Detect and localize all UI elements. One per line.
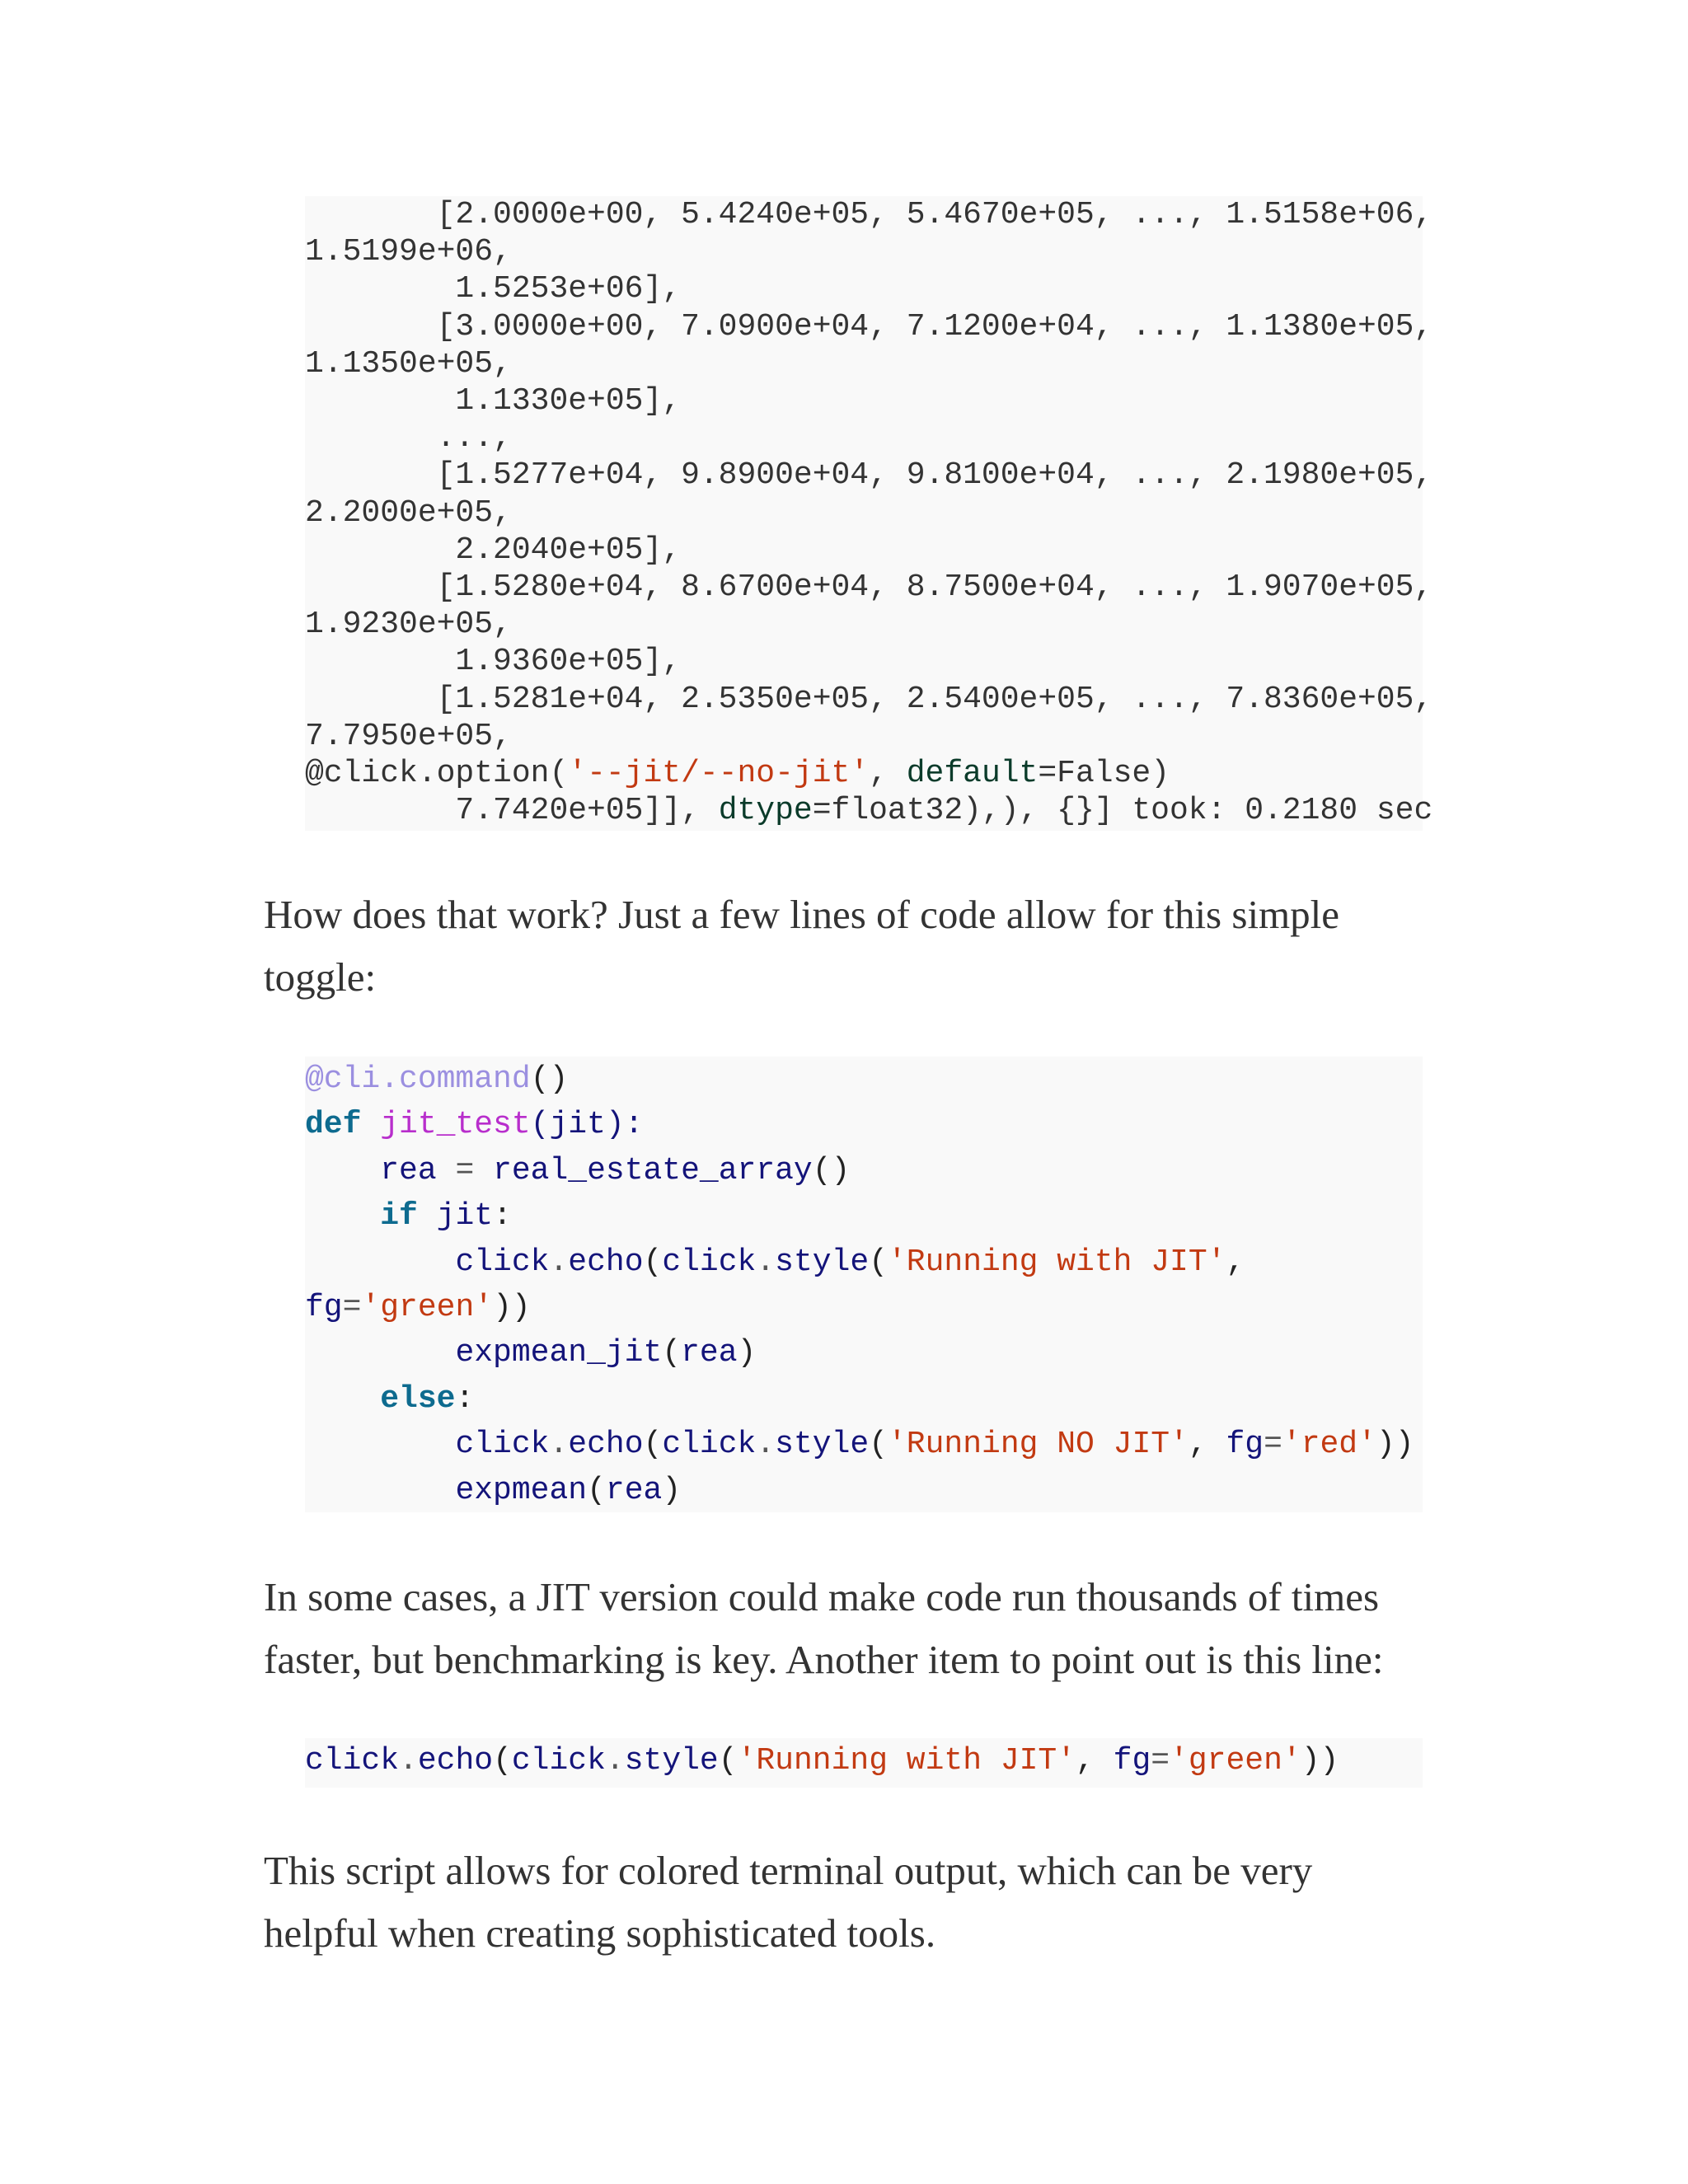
assign-op: =: [436, 1152, 494, 1188]
string-running-with-jit: 'Running with JIT': [888, 1244, 1226, 1280]
console-output-block: [305, 196, 1433, 831]
decorator-parens: (): [530, 1062, 569, 1097]
code-line-assign: [305, 1148, 1423, 1193]
option-rest: =False): [1038, 756, 1170, 792]
call-parens: (): [812, 1152, 851, 1188]
rea-variable: rea: [380, 1152, 437, 1188]
output-line: 1.1350e+05,: [305, 345, 512, 382]
string-green: 'green': [1170, 1743, 1301, 1779]
decorator: @cli.command: [305, 1062, 531, 1097]
colon: :: [493, 1198, 512, 1235]
string-green: 'green': [361, 1290, 494, 1326]
click-name: click: [455, 1244, 550, 1280]
echo-name: echo: [417, 1743, 494, 1779]
click-name: click: [662, 1427, 757, 1463]
last-line-rest: =float32),), {}] took: 0.2180 sec: [812, 793, 1433, 829]
click-name: click: [455, 1427, 550, 1463]
string-running-no-jit: 'Running NO JIT': [888, 1427, 1189, 1463]
style-name: style: [775, 1427, 870, 1463]
output-line: [3.0000e+00, 7.0900e+04, 7.1200e+04, ..., 1.1380e+05,: [305, 308, 1433, 344]
code-line-decorator: [305, 1057, 1423, 1102]
click-name: click: [305, 1743, 400, 1779]
fg-kwarg: fg: [1226, 1427, 1264, 1463]
click-name: click: [662, 1244, 757, 1280]
code-line-def: [305, 1102, 1423, 1147]
jit-name: jit: [436, 1198, 494, 1235]
code-block-jit-test: [305, 1057, 1423, 1512]
last-line-prefix: 7.7420e+05]],: [305, 793, 719, 829]
code-line-echo: click.echo(click.style('Running with JIT', fg='green')): [305, 1743, 1339, 1779]
output-line: 1.9360e+05],: [305, 644, 682, 680]
dot: .: [756, 1244, 776, 1280]
paragraph-intro: How does that work? Just a few lines of code allow for this simple toggle:: [264, 892, 1340, 1000]
echo-name: echo: [568, 1244, 644, 1280]
click-name: click: [511, 1743, 606, 1779]
code-line-if: [305, 1193, 1423, 1239]
output-line: 1.5199e+06,: [305, 234, 512, 270]
output-option-line: [305, 755, 1423, 792]
def-keyword: def: [305, 1107, 362, 1143]
dot: .: [399, 1743, 418, 1779]
string-red: 'red': [1282, 1427, 1376, 1463]
rea-arg: rea: [681, 1335, 738, 1371]
code-line-fg-green: fg='green')): [305, 1290, 531, 1326]
output-line: [1.5281e+04, 2.5350e+05, 2.5400e+05, ..., 7.8360e+05,: [305, 681, 1433, 717]
option-kwarg: default: [906, 756, 1039, 792]
option-string: '--jit/--no-jit': [568, 756, 870, 792]
eq-op: =: [1151, 1743, 1170, 1779]
option-comma: ,: [869, 756, 907, 792]
if-keyword: if: [380, 1198, 418, 1235]
output-line: [1.5277e+04, 9.8900e+04, 9.8100e+04, ..., 2.1980e+05,: [305, 457, 1433, 494]
dot: .: [605, 1743, 625, 1779]
last-line-kwarg: dtype: [718, 793, 813, 829]
function-name: jit_test: [380, 1107, 531, 1143]
option-prefix: @click.option(: [305, 756, 569, 792]
output-line: 1.5253e+06],: [305, 271, 682, 307]
output-line: [1.5280e+04, 8.6700e+04, 8.7500e+04, ..., 1.9070e+05,: [305, 569, 1433, 606]
eq-op: =: [1264, 1427, 1282, 1463]
else-keyword: else: [380, 1380, 456, 1417]
code-line-else: [305, 1376, 1423, 1422]
eq-op: =: [342, 1290, 362, 1326]
dot: .: [549, 1427, 569, 1463]
code-line-expmean: expmean(rea): [455, 1472, 682, 1508]
rea-call: real_estate_array: [493, 1152, 813, 1188]
output-line: 1.1330e+05],: [305, 383, 682, 419]
style-name: style: [624, 1743, 719, 1779]
dot: .: [549, 1244, 569, 1280]
output-line: 7.7950e+05,: [305, 718, 512, 754]
paragraph-benchmark: In some cases, a JIT version could make code run thousands of times faster, but benchmarking is key. Another item to point out is this line:: [264, 1574, 1384, 1682]
output-line: 1.9230e+05,: [305, 607, 512, 643]
code-line-echo-jit: click.echo(click.style('Running with JIT',: [455, 1244, 1245, 1280]
output-line: 2.2000e+05,: [305, 494, 512, 531]
rea-arg: rea: [605, 1472, 663, 1508]
expmean-jit-call: expmean_jit: [455, 1335, 663, 1371]
output-line: ...,: [305, 420, 512, 457]
string-running-with-jit: 'Running with JIT': [737, 1743, 1076, 1779]
fg-kwarg: fg: [1113, 1743, 1151, 1779]
echo-name: echo: [568, 1427, 644, 1463]
output-line: [2.0000e+00, 5.4240e+05, 5.4670e+05, ..., 1.5158e+06,: [305, 197, 1433, 232]
style-name: style: [775, 1244, 870, 1280]
colon: :: [455, 1380, 475, 1417]
code-block-echo-line: [305, 1738, 1423, 1788]
output-last-line: [305, 792, 1433, 829]
code-line-echo-no-jit: click.echo(click.style('Running NO JIT', fg='red')): [455, 1427, 1414, 1463]
output-line: 2.2040e+05],: [305, 532, 682, 568]
function-signature: (jit):: [530, 1107, 644, 1143]
paragraph-colored-output: This script allows for colored terminal output, which can be very helpful when creating sophisticated tools.: [264, 1848, 1313, 1956]
dot: .: [756, 1427, 776, 1463]
fg-kwarg: fg: [305, 1290, 343, 1326]
expmean-call: expmean: [455, 1472, 588, 1508]
code-line-expmean-jit: expmean_jit(rea): [455, 1335, 757, 1371]
